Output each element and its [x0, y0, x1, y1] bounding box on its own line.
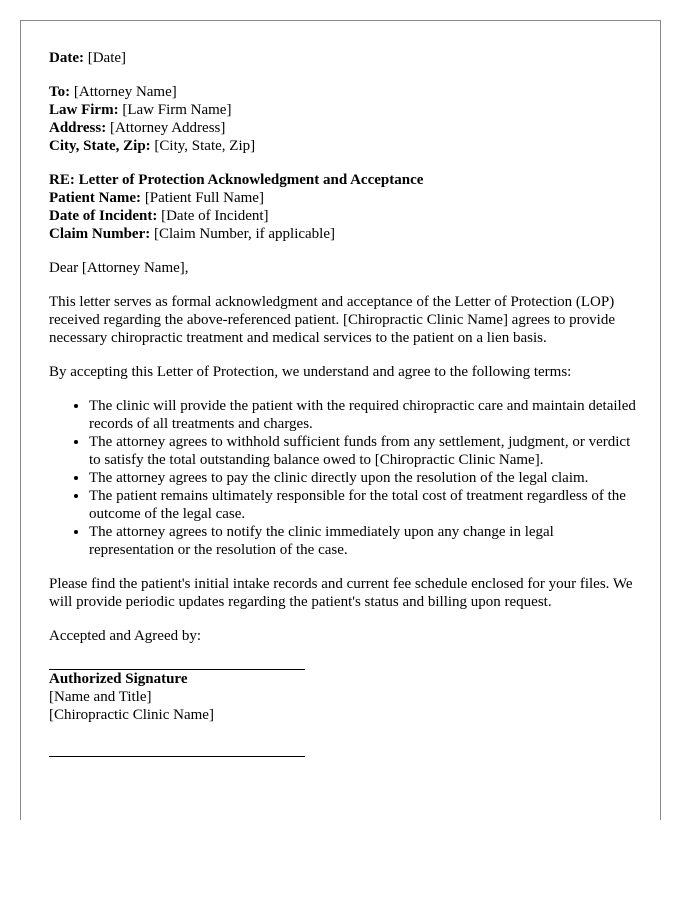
- salutation: Dear [Attorney Name],: [49, 260, 189, 276]
- clinic-name: [Chiropractic Clinic Name]: [49, 707, 214, 723]
- law-firm-value: [Law Firm Name]: [122, 102, 232, 118]
- patient-name-label: Patient Name:: [49, 190, 142, 206]
- second-signature-line: [49, 756, 305, 757]
- date-label: Date:: [49, 50, 84, 66]
- claim-number-line: [49, 225, 639, 243]
- terms-list-item: • The attorney agrees to notify the clinic immediately upon any change in legal representation or the resolution of the case.: [89, 523, 639, 559]
- date-line: [49, 49, 639, 67]
- body-paragraph-1: This letter serves as formal acknowledgment and acceptance of the Letter of Protection (LOP) received regarding the above-referenced patient. [Chiropractic Clinic Name] agrees to provide necessary chiropractic treatment and medical services to the patient on a lien basis.: [49, 294, 615, 346]
- terms-list-item: • The attorney agrees to withhold sufficient funds from any settlement, judgment, or verdict to satisfy the total outstanding balance owed to [Chiropractic Clinic Name].: [89, 433, 639, 469]
- reference-block: [49, 171, 639, 243]
- city-state-zip-value: [City, State, Zip]: [154, 138, 256, 154]
- law-firm-line: [49, 101, 639, 119]
- terms-list-item: • The patient remains ultimately responsible for the total cost of treatment regardless of the outcome of the legal case.: [89, 487, 639, 523]
- terms-list-item: • The clinic will provide the patient with the required chiropractic care and maintain detailed records of all treatments and charges.: [89, 397, 639, 433]
- patient-name-value: [Patient Full Name]: [144, 190, 264, 206]
- date-of-incident-label: Date of Incident:: [49, 208, 158, 224]
- to-label: To:: [49, 84, 71, 100]
- name-and-title: [Name and Title]: [49, 689, 152, 705]
- address-value: [Attorney Address]: [109, 120, 226, 136]
- terms-list: [49, 397, 639, 559]
- city-state-zip-line: [49, 137, 639, 155]
- recipient-block: [49, 83, 639, 155]
- city-state-zip-label: City, State, Zip:: [49, 138, 151, 154]
- terms-list-item: • The attorney agrees to pay the clinic directly upon the resolution of the legal claim.: [89, 469, 639, 487]
- date-value: [Date]: [87, 50, 127, 66]
- claim-number-value: [Claim Number, if applicable]: [154, 226, 336, 242]
- authorized-signature-label: Authorized Signature: [49, 671, 188, 687]
- address-label: Address:: [49, 120, 107, 136]
- letter-content: [49, 49, 639, 757]
- body-paragraph-2: By accepting this Letter of Protection, we understand and agree to the following terms:: [49, 364, 572, 380]
- to-line: [49, 83, 639, 101]
- claim-number-label: Claim Number:: [49, 226, 151, 242]
- address-line: [49, 119, 639, 137]
- law-firm-label: Law Firm:: [49, 102, 119, 118]
- date-of-incident-line: [49, 207, 639, 225]
- re-line: RE: Letter of Protection Acknowledgment and Acceptance: [49, 172, 424, 188]
- body-paragraph-3: Please find the patient's initial intake records and current fee schedule enclosed for your files. We will provide periodic updates regarding the patient's status and billing upon request.: [49, 576, 633, 610]
- date-of-incident-value: [Date of Incident]: [161, 208, 269, 224]
- accepted-and-agreed-text: Accepted and Agreed by:: [49, 628, 202, 644]
- patient-name-line: [49, 189, 639, 207]
- to-value: [Attorney Name]: [73, 84, 177, 100]
